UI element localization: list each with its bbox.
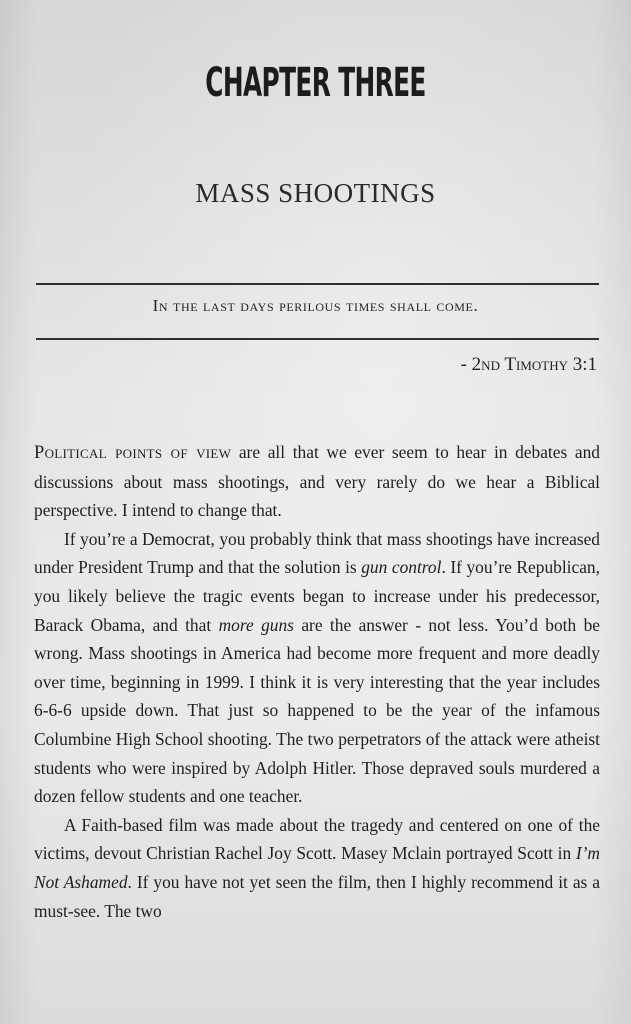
paragraph-emphasis: gun control (361, 557, 442, 578)
chapter-label: CHAPTER THREE (205, 60, 426, 106)
epigraph-top-rule (36, 283, 599, 285)
paragraph-1 (34, 438, 600, 525)
paragraph-3 (34, 811, 600, 925)
paragraph-text: If you’re a Democrat, you probably think that mass shootings have increased under President Trump and that the solution is (34, 528, 600, 578)
paragraph-text: are all that we ever seem to hear in debates and discussions about mass shootings, and very rarely do we hear a Biblical perspective. I intend to change that. (34, 442, 600, 521)
chapter-title: MASS SHOOTINGS (195, 178, 436, 208)
epigraph-source: - 2nd Timothy 3:1 (460, 354, 597, 375)
epigraph-bottom-rule (36, 338, 599, 340)
paragraph-emphasis: I’m Not Ashamed (34, 843, 600, 892)
paragraph-text: are the answer - not less. You’d both be wrong. Mass shootings in America had become more frequent and more deadly over time, beginning in 1999. I think it is very interesting that the year includes 6-6-6 upside down. That just so happened to be the year of the infamous Columbine High School shooting. The two perpetrators of the attack were atheist students who were inspired by Adolph Hitler. Those depraved souls murdered a dozen fellow students and one teacher. (34, 614, 601, 807)
chapter-body (34, 438, 600, 925)
epigraph-quote: In the last days perilous times shall come. (152, 296, 479, 315)
paragraph-text: . If you have not yet seen the film, then I highly recommend it as a must-see. The two (34, 871, 600, 921)
paragraph-text: A Faith-based film was made about the tragedy and centered on one of the victims, devout Christian Rachel Joy Scott. Masey Mclain portrayed Scott in (34, 814, 600, 864)
paragraph-lead-in: Political points of view (34, 443, 232, 463)
paragraph-emphasis: more guns (218, 614, 294, 635)
paragraph-2 (34, 525, 600, 811)
paragraph-text: . If you’re Republican, you likely believe the tragic events began to increase under his predecessor, Barack Obama, and that (34, 557, 600, 635)
